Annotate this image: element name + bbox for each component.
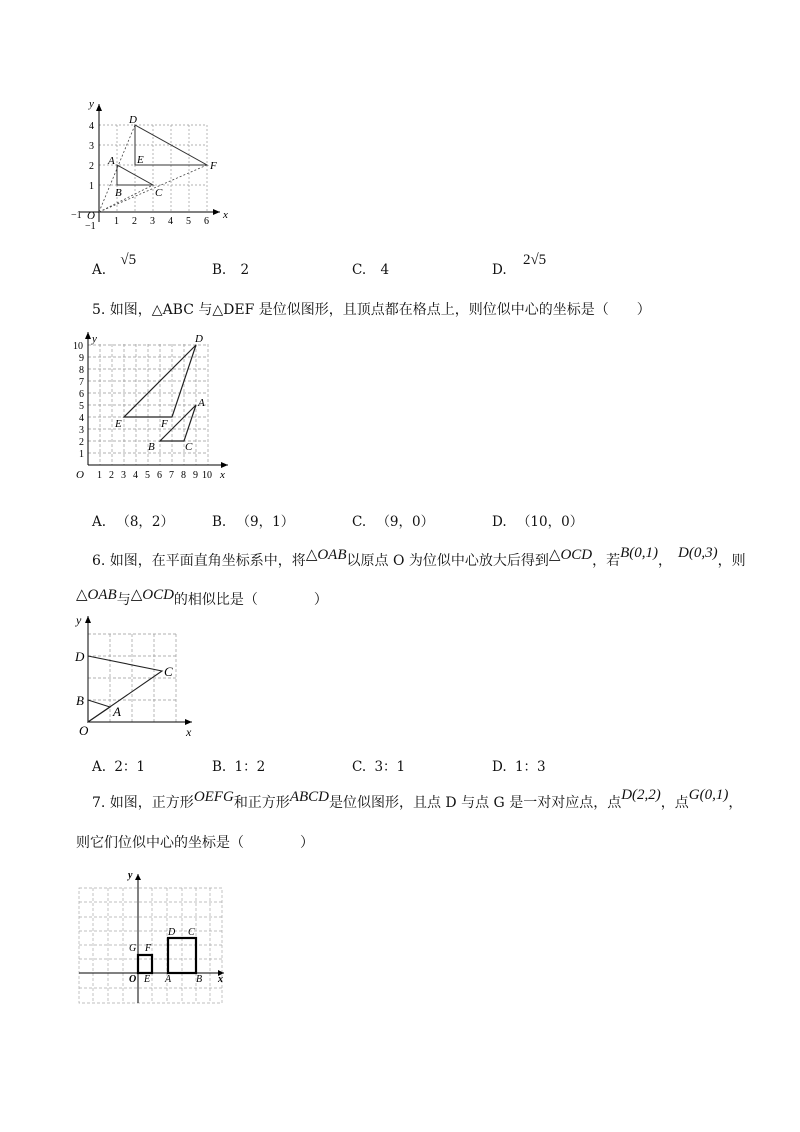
q4-ytick: 3 (89, 141, 94, 152)
q6-sep: ， (658, 553, 673, 569)
q6-point-a: A (113, 704, 121, 719)
q5-ytick: 10 (73, 341, 83, 352)
q4-option-d-letter: D. (492, 262, 507, 278)
q7-square-abcd: ABCD (289, 789, 329, 805)
q6-line2-end: 的相似比是（ ） (173, 592, 328, 608)
q5-ytick: 7 (79, 377, 84, 388)
q6-stem-b: 以原点 O 为位似中心放大后得到 (346, 553, 549, 569)
q6-point-d: D (75, 649, 85, 664)
q5-axes (88, 332, 228, 465)
q7-point-g: G (129, 943, 137, 954)
q6-stem-c: ，若 (592, 553, 621, 569)
q4-ytick: 2 (89, 161, 94, 172)
q7-point-f: F (145, 943, 152, 954)
q6-option-d-letter: D. (492, 759, 507, 775)
q4-x-arrow (213, 209, 220, 215)
q4-option-a-letter: A. (92, 262, 107, 278)
q4-ytick: 1 (89, 181, 94, 192)
q5-option-a (92, 510, 174, 530)
q4-ytick: 4 (89, 121, 94, 132)
q7-point-g: G(0,1) (688, 787, 729, 803)
q7-point-b: B (196, 974, 203, 985)
q7-sep: ，点 (660, 795, 689, 811)
q7-point-d: D (168, 927, 176, 938)
q7-square-oefg: OEFG (193, 789, 234, 805)
q5-xtick: 4 (133, 470, 138, 481)
q5-option-d (492, 510, 583, 530)
q7-point-a: A (165, 974, 172, 985)
q6-tri-ocd: △OCD (548, 547, 593, 563)
q6-stem-d: ，则 (717, 553, 746, 569)
q4-option-c-letter: C. (352, 262, 367, 278)
q4-y-label: y (89, 98, 94, 110)
q7-point-e: E (144, 974, 151, 985)
q7-stem-line2: 则它们位似中心的坐标是（ ） (76, 835, 314, 851)
q4-point-f: F (210, 160, 217, 172)
q7-stem-c: 是位似图形，且点 D 与点 G 是一对对应点，点 (328, 795, 622, 811)
q6-line2-tri1: △OAB (76, 587, 117, 603)
q5-ytick: 5 (79, 401, 84, 412)
q5-stem: 5. 如图，△ABC 与△DEF 是位似图形，且顶点都在格点上，则位似中心的坐标是（ ） (92, 302, 651, 318)
q4-xtick: 4 (168, 216, 173, 227)
q4-option-a (92, 252, 137, 279)
q5-option-c (352, 510, 434, 530)
q6-axes (88, 616, 192, 722)
q6-option-a-letter: A. (92, 759, 107, 775)
q5-xtick: 3 (121, 470, 126, 481)
q4-figure (62, 92, 242, 242)
q7-y-arrow (135, 874, 141, 880)
q6-option-a-value: 2：1 (114, 759, 146, 775)
q4-origin-label: O (87, 210, 95, 222)
q4-point-d: D (129, 114, 137, 126)
q5-option-d-value: （10，0） (516, 514, 584, 530)
q6-option-c-value: 3：1 (374, 759, 406, 775)
q6-origin-label: O (79, 723, 89, 738)
q7-stem-a: 7. 如图，正方形 (92, 795, 194, 811)
q6-line2-mid: 与 (116, 592, 131, 608)
q6-option-b-value: 1：2 (234, 759, 266, 775)
q7-figure (72, 870, 232, 1010)
q5-xtick: 6 (157, 470, 162, 481)
q6-stem-a: 6. 如图，在平面直角坐标系中，将 (92, 553, 306, 569)
q5-xtick: 9 (193, 470, 198, 481)
q5-xtick: 2 (109, 470, 114, 481)
q4-xtick: 6 (204, 216, 209, 227)
q6-stem-line2 (76, 587, 328, 609)
q5-option-b (212, 510, 294, 530)
q6-option-b-letter: B. (212, 759, 227, 775)
q5-point-e: E (115, 418, 122, 430)
q7-stem-end: ， (728, 795, 743, 811)
q5-point-f: F (161, 418, 168, 430)
q6-option-c (352, 755, 405, 775)
q4-xtick: 5 (186, 216, 191, 227)
q7-stem-b: 和正方形 (233, 795, 290, 811)
q5-ytick: 4 (79, 413, 84, 424)
q5-point-d: D (195, 333, 203, 345)
q6-triangle-oab (88, 700, 110, 722)
q6-option-d (492, 755, 546, 775)
q6-tri-oab: △OAB (305, 547, 347, 563)
q4-point-c: C (155, 187, 163, 199)
q5-option-a-value: （8，2） (116, 514, 175, 530)
q4-option-d (492, 252, 547, 279)
q5-ytick: 6 (79, 389, 84, 400)
q5-ytick: 3 (79, 425, 84, 436)
q5-y-label: y (92, 333, 97, 345)
q5-point-b: B (148, 441, 155, 453)
q5-y-arrow (85, 332, 91, 339)
q4-ytick-neg1: −1 (85, 221, 96, 232)
q5-ytick: 8 (79, 365, 84, 376)
q5-option-c-letter: C. (352, 514, 367, 530)
q5-option-b-value: （9，1） (236, 514, 295, 530)
q6-point-d: D(0,3) (678, 545, 718, 561)
q6-y-arrow (85, 616, 91, 623)
q4-point-b: B (115, 187, 122, 199)
q6-figure (70, 612, 200, 740)
q4-option-c (352, 262, 389, 278)
q5-xtick: 5 (145, 470, 150, 481)
q4-xtick: 3 (150, 216, 155, 227)
q7-axes (79, 874, 224, 1003)
q4-option-b-letter: B. (212, 262, 227, 278)
q6-point-c: C (164, 664, 173, 679)
q4-option-a-value: √5 (120, 252, 137, 268)
q4-option-d-value: 2√5 (522, 252, 547, 268)
q4-point-e: E (137, 154, 144, 166)
q6-triangle-ocd (88, 656, 162, 722)
q7-stem-line1 (92, 787, 743, 812)
q6-option-a (92, 755, 145, 775)
q5-x-arrow (221, 462, 228, 468)
q5-option-d-letter: D. (492, 514, 507, 530)
q6-option-b (212, 755, 265, 775)
q5-xtick: 8 (181, 470, 186, 481)
q6-option-d-value: 1：3 (514, 759, 546, 775)
q7-point-o: O (129, 974, 137, 985)
q4-option-b (212, 262, 249, 278)
q7-point-d: D(2,2) (621, 787, 661, 803)
q6-line2-tri2: △OCD (130, 587, 174, 603)
q5-option-a-letter: A. (92, 514, 107, 530)
q5-ytick: 2 (79, 437, 84, 448)
q6-stem-line1 (92, 545, 746, 570)
q4-xtick: 2 (132, 216, 137, 227)
q7-point-c: C (188, 927, 195, 938)
q5-ytick: 9 (79, 353, 84, 364)
q7-y-label: y (128, 870, 133, 881)
q4-y-arrow (96, 104, 102, 111)
q5-xtick: 1 (97, 470, 102, 481)
q4-xtick: 1 (114, 216, 119, 227)
q5-x-label: x (220, 469, 225, 481)
q4-x-label: x (223, 209, 228, 221)
q7-square-oefg-shape (138, 955, 152, 973)
q6-option-c-letter: C. (352, 759, 367, 775)
q7-x-label: x (218, 974, 223, 985)
q6-grid (88, 634, 176, 722)
q5-option-c-value: （9，0） (376, 514, 435, 530)
q4-point-a: A (108, 155, 115, 167)
q5-figure (62, 326, 237, 486)
q5-xtick: 7 (169, 470, 174, 481)
q5-ytick: 1 (79, 449, 84, 460)
q5-option-b-letter: B. (212, 514, 227, 530)
q4-option-b-value: 2 (240, 262, 250, 278)
q4-axes (80, 104, 220, 222)
q5-xtick: 10 (202, 470, 212, 481)
q6-y-label: y (76, 613, 82, 627)
q6-point-b: B (76, 693, 84, 708)
q4-option-c-value: 4 (380, 262, 390, 278)
q5-point-a: A (198, 397, 205, 409)
q5-origin-label: O (76, 469, 84, 481)
q5-point-c: C (185, 441, 193, 453)
q6-point-b: B(0,1) (620, 545, 659, 561)
q4-xtick-neg1: −1 (71, 210, 82, 221)
q6-x-label: x (186, 725, 192, 739)
